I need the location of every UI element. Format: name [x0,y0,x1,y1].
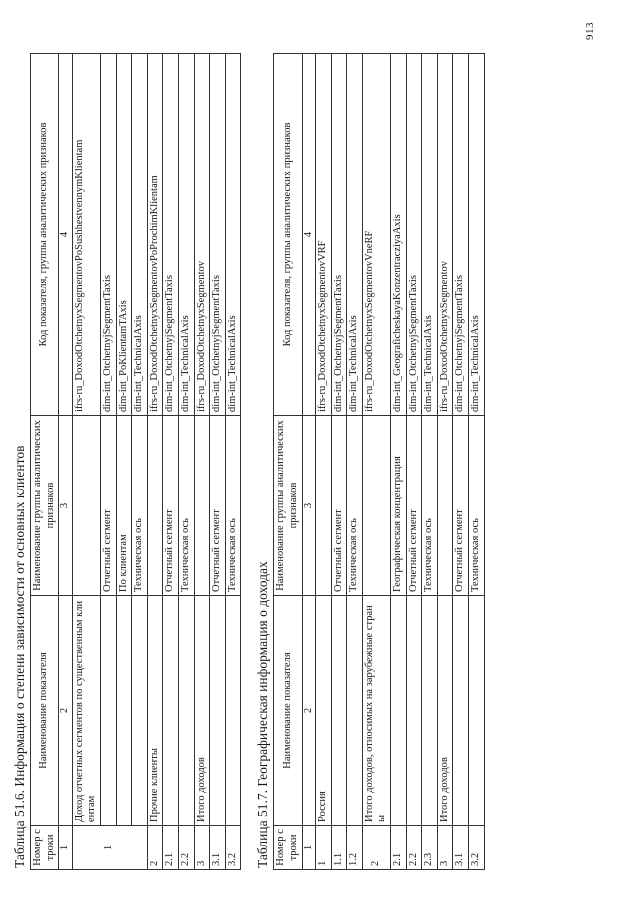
indicator-name: Итого доходов, относимых на зарубежные страны [362,596,390,826]
indicator-name [132,596,148,826]
table-row [422,54,438,870]
indicator-name: Прочие клиенты [147,596,163,826]
indicator-name [453,596,469,826]
row-number: 2 [147,826,163,870]
row-number: 3.2 [225,826,241,870]
row-number: 1.1 [331,826,347,870]
indicator-code: dim-int_OtchetnyjSegmentTaxis [453,54,469,416]
table-row [178,54,194,870]
index-cell: 4 [302,54,316,416]
indicator-name [178,596,194,826]
index-cell: 1 [59,826,73,870]
row-number: 3 [194,826,210,870]
table-51-7-block [255,20,484,870]
table-header-row [31,54,59,870]
row-number: 2.1 [163,826,179,870]
indicator-code: dim-int_TechnicalAxis [225,54,241,416]
indicator-name [100,596,116,826]
indicator-code: ifrs-ru_DoxodOtchetnyxSegmentovVneRF [362,54,390,416]
group-name: Отчетный сегмент [163,416,179,596]
group-name [147,416,163,596]
group-name: Техническая ось [347,416,363,596]
table-row [437,54,453,870]
indicator-name: Доход отчетных сегментов по существенным клиентам [72,596,100,826]
table-row [147,54,163,870]
header-indicator-name: Наименование показателя [31,596,59,826]
indicator-name: Россия [316,596,332,826]
table-row [347,54,363,870]
indicator-name [469,596,485,826]
header-code: Код показателя, группы аналитических признаков [31,54,59,416]
indicator-name [116,596,132,826]
table-row [116,54,132,870]
index-cell: 3 [302,416,316,596]
group-name: Отчетный сегмент [100,416,116,596]
row-number: 3 [437,826,453,870]
indicator-name [391,596,407,826]
table-index-row [59,54,73,870]
table-51-6-block [12,20,241,870]
indicator-code: ifrs-ru_DoxodOtchetnyxSegmentovPoSushhestvennymKlientam [72,54,100,416]
indicator-name: Итого доходов [194,596,210,826]
table-51-6 [30,53,241,870]
group-name [362,416,390,596]
group-name: Техническая ось [132,416,148,596]
row-number: 1 [72,826,147,870]
row-number: 2.3 [422,826,438,870]
index-cell: 2 [59,596,73,826]
header-group-name: Наименование группы аналитических признаков [31,416,59,596]
table-row [316,54,332,870]
group-name: Отчетный сегмент [331,416,347,596]
group-name: Географическая концентрация [391,416,407,596]
table-row [453,54,469,870]
indicator-code: ifrs-ru_DoxodOtchetnyxSegmentov [437,54,453,416]
table-row [163,54,179,870]
indicator-name [225,596,241,826]
table-row [210,54,226,870]
table-row [194,54,210,870]
table-row [362,54,390,870]
header-row-number: Номер строки [31,826,59,870]
indicator-code: ifrs-ru_DoxodOtchetnyxSegmentovVRF [316,54,332,416]
table-header-row [274,54,302,870]
index-cell: 1 [302,826,316,870]
table-row [469,54,485,870]
group-name [316,416,332,596]
indicator-code: dim-int_TechnicalAxis [422,54,438,416]
indicator-code: ifrs-ru_DoxodOtchetnyxSegmentov [194,54,210,416]
group-name: Отчетный сегмент [210,416,226,596]
indicator-code: dim-int_GeograficheskayaKonzentracziyaAxis [391,54,407,416]
row-number: 3.2 [469,826,485,870]
indicator-code: dim-int_TechnicalAxis [178,54,194,416]
indicator-code: dim-int_OtchetnyjSegmentTaxis [163,54,179,416]
indicator-code: dim-int_OtchetnyjSegmentTaxis [100,54,116,416]
indicator-code: ifrs-ru_DoxodOtchetnyxSegmentovPoProchimKlientam [147,54,163,416]
table-index-row [302,54,316,870]
indicator-code: dim-int_TechnicalAxis [469,54,485,416]
header-indicator-name: Наименование показателя [274,596,302,826]
indicator-name: Итого доходов [437,596,453,826]
indicator-code: dim-int_OtchetnyjSegmentTaxis [210,54,226,416]
row-number: 1.2 [347,826,363,870]
row-number: 2.1 [391,826,407,870]
indicator-code: dim-int_OtchetnyjSegmentTaxis [406,54,422,416]
row-number: 2.2 [178,826,194,870]
group-name [437,416,453,596]
index-cell: 4 [59,54,73,416]
indicator-name [347,596,363,826]
table-51-7 [273,53,484,870]
indicator-code: dim-int_TechnicalAxis [132,54,148,416]
table-51-6-title: Таблица 51.6. Информация о степени зависимости от основных клиентов [12,445,27,868]
group-name: Техническая ось [422,416,438,596]
table-row [406,54,422,870]
row-number: 1 [316,826,332,870]
row-number: 3.1 [453,826,469,870]
table-row [225,54,241,870]
indicator-name [163,596,179,826]
group-name: Техническая ось [469,416,485,596]
row-number: 2.2 [406,826,422,870]
indicator-name [331,596,347,826]
group-name [194,416,210,596]
page-number: 913 [584,22,596,40]
table-row [331,54,347,870]
indicator-code: dim-int_OtchetnyjSegmentTaxis [331,54,347,416]
table-row [72,54,100,870]
group-name: Отчетный сегмент [453,416,469,596]
table-row [100,54,116,870]
index-cell: 2 [302,596,316,826]
group-name [72,416,100,596]
header-row-number: Номер строки [274,826,302,870]
row-number: 2 [362,826,390,870]
indicator-name [406,596,422,826]
table-row [132,54,148,870]
group-name: Отчетный сегмент [406,416,422,596]
group-name: Техническая ось [225,416,241,596]
indicator-code: dim-int_TechnicalAxis [347,54,363,416]
table-row [391,54,407,870]
rotated-page-content [12,20,582,870]
indicator-name [422,596,438,826]
header-code: Код показателя, группы аналитических признаков [274,54,302,416]
group-name: По клиентам [116,416,132,596]
indicator-name [210,596,226,826]
row-number: 3.1 [210,826,226,870]
header-group-name: Наименование группы аналитических признаков [274,416,302,596]
table-51-7-title: Таблица 51.7. Географическая информация о доходах [255,561,271,868]
index-cell: 3 [59,416,73,596]
group-name: Техническая ось [178,416,194,596]
indicator-code: dim-int_PoKlientamTAxis [116,54,132,416]
